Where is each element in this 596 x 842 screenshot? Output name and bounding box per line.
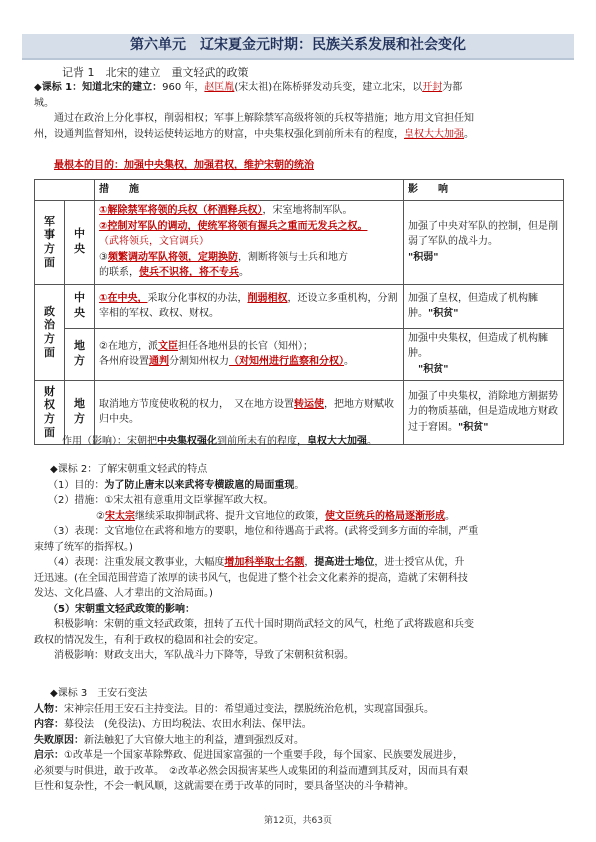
table-row <box>35 328 564 380</box>
s2-purpose-text: 为了防止唐末以来武将专横跋扈的局面重现 <box>104 479 295 491</box>
military-effect-text: 加强了中央对军队的控制，但是削弱了军队的战斗力。 <box>408 220 558 248</box>
s3-lesson-label: 启示： <box>34 750 64 761</box>
section-3 <box>34 686 564 795</box>
s2-manifest-1-line2: 束缚了统军的指挥权。) <box>34 541 133 553</box>
capital-name: 开封 <box>422 82 443 93</box>
imperial-power-phrase: 皇权大大加强 <box>307 436 367 447</box>
civil-official: 文臣 <box>157 340 178 352</box>
s2-measure-2-num: ② <box>96 510 105 522</box>
civil-command-pattern: 使文臣统兵的格局逐渐形成 <box>324 510 445 522</box>
effect-summary <box>62 434 592 450</box>
s3-lesson-text: ①改革是一个国家革除弊政、促进国家富强的一个重要手段，每个国家、民族要发展进步， <box>64 750 463 761</box>
header-blank <box>35 180 95 201</box>
s3-lesson-line2: 必须要与时俱进，敢于改革。 ②改革必然会因损害某些人或集团的利益而遭到其反对，因而具有艰 <box>34 765 468 777</box>
header-measures: 措 施 <box>95 180 404 201</box>
section-3-title: ◆课标 3 王安石变法 <box>50 688 148 699</box>
finance-text: 取消地方节度使收税的权力， 又在地方设置 <box>99 398 294 410</box>
effect-end: 。 <box>367 436 377 447</box>
s2-manifest-2-line2: 迁迅速。(在全国范围营造了浓厚的读书风气，也促进了整个社会文化素养的提高，造就了宋朝科技 <box>34 572 468 584</box>
section-2-title: ◆课标 2：了解宋朝重文轻武的特点 <box>50 464 208 475</box>
local-line2: 各州府设置 <box>99 356 149 367</box>
measure-1: ①解除禁军将领的兵权（杯酒释兵权） <box>99 205 263 217</box>
s2-measure-2-text: 继续采取抑制武将、提升文官地位的政策， <box>134 510 325 522</box>
section-subtitle: 记背 1 北宋的建立 重文轻武的政策 <box>62 66 249 79</box>
level-local: 地方 <box>65 380 95 444</box>
intro-line-3: 通过在政治上分化事权，削弱相权；军事上解除禁军高级将领的兵权等措施；地方用文官担任知 <box>54 113 474 124</box>
s2-purpose-label: （1）目的： <box>48 479 105 491</box>
intro-lead: 知道北宋的建立： <box>82 82 163 93</box>
local-effect-tag: "积贫" <box>418 363 449 375</box>
measure-3-tail: ，割断将领与士兵和地方 <box>237 251 348 263</box>
measures-table <box>34 179 564 445</box>
s3-failure-label: 失败原因： <box>34 734 84 746</box>
central-effect-tag: "积贫" <box>428 308 459 319</box>
political-local-measures <box>95 328 404 380</box>
intro-line-2: 城。 <box>34 97 54 109</box>
s2-manifest-1: （3）表现：文官地位在武将和地方的要职，地位和待遇高于武将。( <box>48 526 349 537</box>
local-effect-text: 加强中央集权，但造成了机构臃肿。 <box>408 332 548 360</box>
effect-mid: 到前所未有的程度， <box>217 436 307 447</box>
central-text: 采取分化事权的办法， <box>147 292 248 304</box>
s2-manifest-2-line3: 发达、文化昌盛、人才辈出的文治局面。) <box>34 588 213 599</box>
measure-3-num: ③ <box>99 251 108 263</box>
exam-quota: 增加科举取士名额 <box>224 557 305 568</box>
military-effect-tag: "积弱" <box>408 251 439 263</box>
table-row <box>35 200 564 284</box>
measure-3-end: 。 <box>239 267 249 279</box>
s2-manifest-2: （4）表现：注重发展文教事业，大幅度 <box>48 557 225 568</box>
finance-text-tail: ，把地方财赋收归中央。 <box>99 398 394 425</box>
measure-1-tail: ，宋室地将制军队。 <box>262 205 353 217</box>
s2-comma: ， <box>304 557 315 568</box>
s2-measure-2-end: 。 <box>444 510 455 522</box>
s2-positive-impact-line2: 政权的情况发生，有利于政权的稳固和社会的安定。 <box>34 634 264 646</box>
political-central-effect <box>404 284 564 328</box>
s2-positive-impact: 积极影响：宋朝的重文轻武政策，扭转了五代十国时期尚武轻文的风气，杜绝了武将跋扈和兵变 <box>54 619 474 630</box>
intro-period: 。 <box>464 128 474 140</box>
central-effect-text: 加强了皇权，但造成了机构臃肿。 <box>408 292 538 319</box>
s3-lesson-line3: 巨性和复杂性，不会一帆风顺，这就需要在勇于改革的同时，要具备坚决的斗争精神。 <box>34 781 414 792</box>
measure-2: ②控制对军队的调动，使统军将领有握兵之重而无发兵之权。 <box>99 220 368 232</box>
finance-effect-tag: "积贫" <box>458 421 489 433</box>
transport-commissioner: 转运使 <box>294 398 324 410</box>
category-finance: 财权方面 <box>35 380 65 444</box>
tongpan: 通判 <box>149 356 169 367</box>
intro-text: (宋太祖)在陈桥驿发动兵变，建立北宋，以 <box>234 82 423 93</box>
effect-lead: 作用（影响）：宋朝把 <box>62 436 157 447</box>
level-central: 中央 <box>65 200 95 284</box>
local-lead: ②在地方，派 <box>99 340 158 352</box>
jinshi-status: 提高进士地位 <box>314 557 375 568</box>
s2-impact-title: （5）宋朝重文轻武政策的影响： <box>48 603 195 615</box>
s2-manifest-2-tail: ，进士授官从优，升 <box>374 557 465 568</box>
local-supervision: （对知州进行监察和分权） <box>229 356 344 367</box>
measure-2-note: （武将领兵，文官调兵） <box>99 236 209 248</box>
purpose-line <box>54 158 584 174</box>
category-political: 政治方面 <box>35 284 65 380</box>
page-number: 第12页，共63页 <box>264 816 332 826</box>
weaken-chancellor: 削弱相权 <box>247 292 288 304</box>
local-end: 。 <box>344 356 354 367</box>
imperial-power-phrase: 皇权大大加强 <box>404 128 464 140</box>
s3-person-text: 宋神宗任用王安石主持变法。目的：希望通过变法，摆脱统治危机，实现富国强兵。 <box>64 703 434 715</box>
song-taizong: 宋太宗 <box>104 510 135 522</box>
level-local: 地方 <box>65 328 95 380</box>
military-effect <box>404 200 564 284</box>
political-central-measures <box>95 284 404 328</box>
measure-3: 频繁调动军队将领，定期换防 <box>107 251 238 263</box>
unit-title-banner <box>22 34 574 60</box>
s2-manifest-1-tail: 武将受到多方面的牵制，严重 <box>348 526 479 537</box>
purpose-text: 最根本的目的：加强中央集权，加强君权，维护宋朝的统治 <box>54 160 314 171</box>
intro-text-end: 为都 <box>442 82 463 93</box>
s2-measure-1: （2）措施：①宋太祖有意重用文臣掌握军政大权。 <box>48 495 274 506</box>
s3-content-label: 内容： <box>34 719 64 730</box>
table-row <box>35 284 564 328</box>
finance-effect-text: 加强了中央集权，消除地方割据势力的物质基础，但是造成地方财政过于窘困。 <box>408 390 558 433</box>
s2-negative-impact: 消极影响：财政支出大，军队战斗力下降等，导致了宋朝积贫积弱。 <box>54 650 354 661</box>
unit-title: 第六单元 辽宋夏金元时期：民族关系发展和社会变化 <box>130 37 466 54</box>
header-effects: 影 响 <box>404 180 564 201</box>
level-central: 中央 <box>65 284 95 328</box>
military-measures <box>95 200 404 284</box>
central-text-tail: ，还设立多重机构，分割宰相的军权、政权、财权。 <box>99 292 398 319</box>
s3-content-text: 募役法 (免役法)、方田均税法、农田水利法、保甲法。 <box>64 719 312 730</box>
intro-line-4: 州，设通判监督知州，设转运使转运地方的财富，中央集权强化到前所未有的程度， <box>34 128 404 140</box>
s3-failure-text: 新法触犯了大官僚大地主的利益，遭到强烈反对。 <box>84 734 304 746</box>
founder-name: 赵匡胤 <box>204 82 235 93</box>
intro-year: 960 年， <box>162 82 205 93</box>
standard-label: ◆课标 1： <box>34 82 83 93</box>
table-header-row <box>35 180 564 201</box>
centralization-phrase: 中央集权强化 <box>157 436 217 447</box>
intro-paragraph <box>34 80 564 142</box>
category-military: 军事方面 <box>35 200 65 284</box>
central-lead: ①在中央， <box>99 292 148 304</box>
section-2 <box>34 462 564 664</box>
s3-person-label: 人物： <box>34 703 64 715</box>
political-local-effect <box>404 328 564 380</box>
measure-3-line2: 的联系， <box>99 267 139 279</box>
local-line2-mid: 分割知州权力 <box>169 356 229 367</box>
local-text: 担任各地州县的长官（知州）； <box>177 340 313 352</box>
measure-3-key: 使兵不识将，将不专兵 <box>139 267 239 279</box>
s2-purpose-end: 。 <box>294 479 305 491</box>
